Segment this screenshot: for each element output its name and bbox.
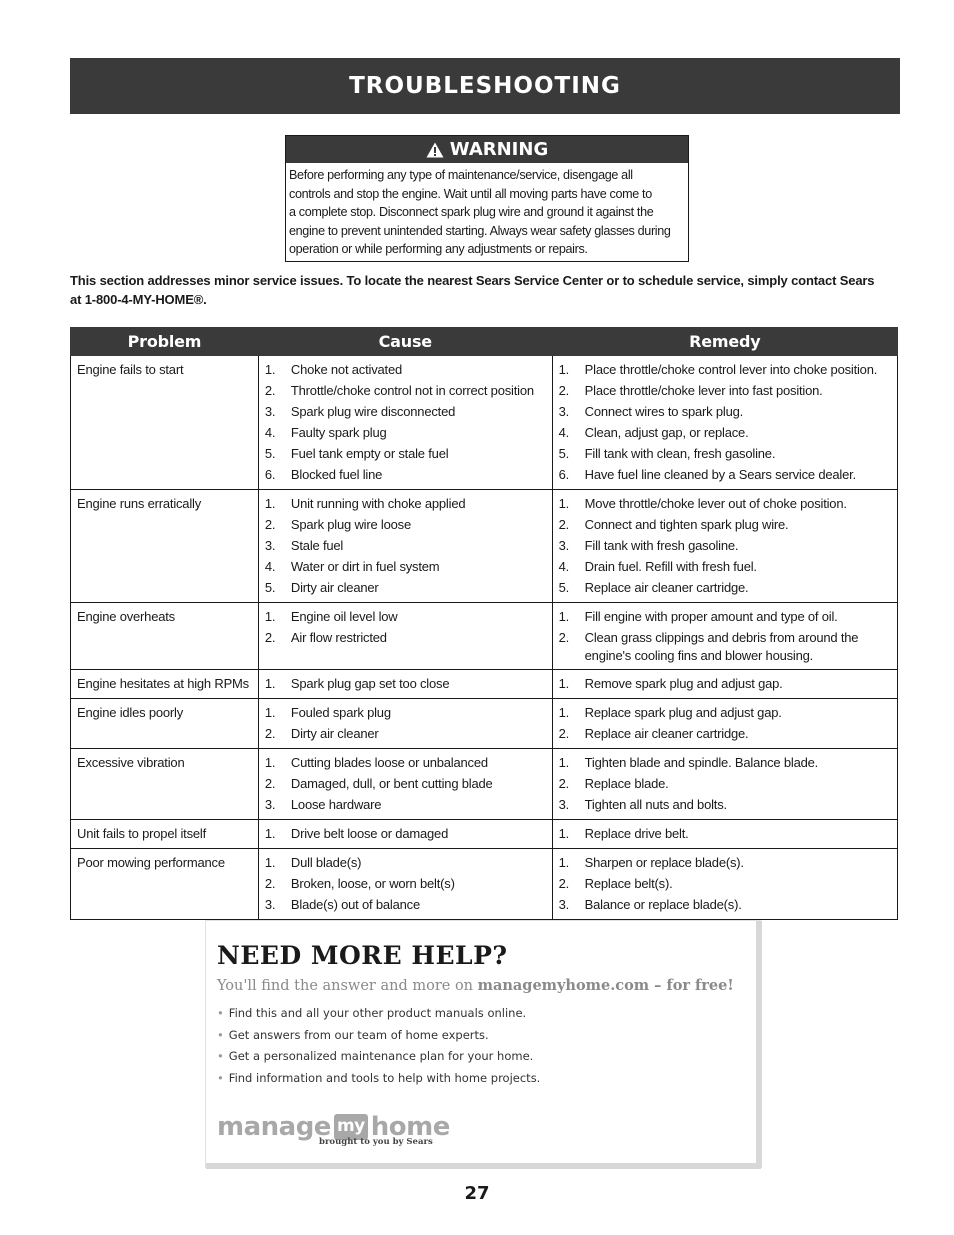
logo-part-my: my bbox=[334, 1114, 368, 1140]
table-row bbox=[71, 670, 898, 699]
table-row bbox=[71, 820, 898, 849]
cause-cell bbox=[258, 749, 552, 820]
remedy-text: Fill tank with clean, fresh gasoline. bbox=[584, 446, 776, 461]
remedy-text: Clean grass clippings and debris from around the engine's cooling fins and blower housing. bbox=[584, 630, 859, 663]
warning-line: engine to prevent unintended starting. Always wear safety glasses during bbox=[289, 223, 671, 238]
remedy-cell bbox=[552, 699, 897, 749]
remedy-text: Replace drive belt. bbox=[584, 826, 689, 841]
problem-cell bbox=[71, 749, 259, 820]
help-subtitle-text: You'll find the answer and more on bbox=[217, 978, 478, 994]
cause-text: Throttle/choke control not in correct position bbox=[290, 383, 534, 398]
cause-text: Drive belt loose or damaged bbox=[290, 826, 449, 841]
cause-text: Blocked fuel line bbox=[290, 467, 383, 482]
remedy-item bbox=[559, 556, 893, 577]
remedy-text: Place throttle/choke lever into fast position. bbox=[584, 383, 823, 398]
remedy-item bbox=[559, 443, 893, 464]
cause-text: Cutting blades loose or unbalanced bbox=[290, 755, 488, 770]
cause-item bbox=[265, 493, 548, 514]
remedy-item bbox=[559, 606, 893, 627]
remedy-text: Drain fuel. Refill with fresh fuel. bbox=[584, 559, 757, 574]
cause-item bbox=[265, 359, 548, 380]
remedy-text: Balance or replace blade(s). bbox=[584, 897, 742, 912]
cause-item bbox=[265, 514, 548, 535]
cause-item bbox=[265, 380, 548, 401]
cause-item bbox=[265, 443, 548, 464]
cause-item bbox=[265, 702, 548, 723]
remedy-text: Fill tank with fresh gasoline. bbox=[584, 538, 739, 553]
remedy-text: Tighten all nuts and bolts. bbox=[584, 797, 727, 812]
cause-text: Dirty air cleaner bbox=[290, 580, 379, 595]
remedy-text: Fill engine with proper amount and type of oil. bbox=[584, 609, 838, 624]
remedy-text: Connect and tighten spark plug wire. bbox=[584, 517, 789, 532]
cause-item bbox=[265, 873, 548, 894]
problem-text: Engine hesitates at high RPMs bbox=[77, 676, 249, 691]
remedy-number: 6. bbox=[558, 467, 570, 482]
list-item: • Find information and tools to help with home projects. bbox=[217, 1068, 540, 1090]
cause-text: Choke not activated bbox=[290, 362, 403, 377]
cause-item bbox=[265, 723, 548, 744]
cause-item bbox=[265, 577, 548, 598]
cause-text: Fouled spark plug bbox=[290, 705, 391, 720]
list-item: • Get answers from our team of home experts. bbox=[217, 1025, 540, 1047]
warning-line: operation or while performing any adjustments or repairs. bbox=[289, 242, 588, 257]
cause-number: 2. bbox=[264, 876, 276, 891]
remedy-number: 4. bbox=[558, 425, 570, 440]
remedy-number: 1. bbox=[558, 609, 570, 624]
remedy-text: Have fuel line cleaned by a Sears service dealer. bbox=[584, 467, 856, 482]
remedy-cell bbox=[552, 603, 897, 670]
problem-cell bbox=[71, 820, 259, 849]
remedy-item bbox=[559, 823, 893, 844]
warning-box bbox=[285, 135, 689, 262]
remedy-text: Replace belt(s). bbox=[584, 876, 673, 891]
problem-cell bbox=[71, 490, 259, 603]
logo-part-manage: manage bbox=[217, 1112, 331, 1142]
cause-text: Spark plug gap set too close bbox=[290, 676, 450, 691]
cause-number: 3. bbox=[264, 538, 276, 553]
help-site-link[interactable]: managemyhome.com – for free! bbox=[477, 977, 734, 994]
remedy-number: 4. bbox=[558, 559, 570, 574]
problem-cell bbox=[71, 849, 259, 920]
remedy-item bbox=[559, 422, 893, 443]
page-title: TROUBLESHOOTING bbox=[349, 73, 621, 99]
remedy-item bbox=[559, 359, 893, 380]
remedy-number: 1. bbox=[558, 496, 570, 511]
cause-item bbox=[265, 752, 548, 773]
cause-number: 2. bbox=[264, 726, 276, 741]
cause-item bbox=[265, 852, 548, 873]
cause-number: 3. bbox=[264, 797, 276, 812]
remedy-cell bbox=[552, 849, 897, 920]
cause-number: 2. bbox=[264, 630, 276, 645]
warning-line: controls and stop the engine. Wait until all moving parts have come to bbox=[289, 186, 652, 201]
remedy-number: 2. bbox=[558, 876, 570, 891]
header-problem: Problem bbox=[71, 328, 259, 356]
problem-text: Engine overheats bbox=[77, 609, 175, 624]
cause-number: 3. bbox=[264, 897, 276, 912]
cause-text: Water or dirt in fuel system bbox=[290, 559, 440, 574]
problem-text: Engine runs erratically bbox=[77, 496, 202, 511]
remedy-text: Replace blade. bbox=[584, 776, 669, 791]
remedy-cell bbox=[552, 749, 897, 820]
remedy-text: Connect wires to spark plug. bbox=[584, 404, 744, 419]
cause-number: 6. bbox=[264, 467, 276, 482]
remedy-number: 2. bbox=[558, 383, 570, 398]
cause-number: 3. bbox=[264, 404, 276, 419]
help-title: NEED MORE HELP? bbox=[217, 941, 508, 970]
intro-paragraph bbox=[70, 271, 900, 309]
cause-number: 2. bbox=[264, 776, 276, 791]
section-banner bbox=[70, 58, 900, 114]
remedy-text: Move throttle/choke lever out of choke position. bbox=[584, 496, 847, 511]
remedy-item bbox=[559, 401, 893, 422]
cause-item bbox=[265, 464, 548, 485]
cause-number: 2. bbox=[264, 517, 276, 532]
cause-item bbox=[265, 606, 548, 627]
problem-text: Unit fails to propel itself bbox=[77, 826, 206, 841]
table-row bbox=[71, 749, 898, 820]
remedy-item bbox=[559, 535, 893, 556]
cause-text: Air flow restricted bbox=[290, 630, 387, 645]
cause-item bbox=[265, 422, 548, 443]
cause-number: 1. bbox=[264, 826, 276, 841]
troubleshooting-table bbox=[70, 327, 898, 920]
cause-item bbox=[265, 673, 548, 694]
problem-cell bbox=[71, 699, 259, 749]
remedy-number: 3. bbox=[558, 538, 570, 553]
cause-number: 1. bbox=[264, 496, 276, 511]
cause-item bbox=[265, 401, 548, 422]
remedy-number: 1. bbox=[558, 362, 570, 377]
remedy-item bbox=[559, 894, 893, 915]
remedy-text: Sharpen or replace blade(s). bbox=[584, 855, 744, 870]
cause-text: Dull blade(s) bbox=[290, 855, 362, 870]
remedy-item bbox=[559, 852, 893, 873]
cause-item bbox=[265, 894, 548, 915]
cause-text: Broken, loose, or worn belt(s) bbox=[290, 876, 455, 891]
cause-text: Stale fuel bbox=[290, 538, 344, 553]
remedy-number: 5. bbox=[558, 580, 570, 595]
cause-text: Loose hardware bbox=[290, 797, 382, 812]
remedy-number: 2. bbox=[558, 630, 570, 645]
remedy-text: Place throttle/choke control lever into choke position. bbox=[584, 362, 878, 377]
remedy-number: 1. bbox=[558, 826, 570, 841]
intro-line: This section addresses minor service issues. To locate the nearest Sears Service Center or to schedule service, simply contact Sears bbox=[70, 273, 875, 288]
cause-text: Damaged, dull, or bent cutting blade bbox=[290, 776, 493, 791]
list-item: • Find this and all your other product manuals online. bbox=[217, 1003, 540, 1025]
cause-cell bbox=[258, 699, 552, 749]
table-header-row bbox=[71, 328, 898, 356]
remedy-item bbox=[559, 673, 893, 694]
logo-part-home: home bbox=[370, 1112, 450, 1142]
remedy-number: 3. bbox=[558, 897, 570, 912]
cause-cell bbox=[258, 490, 552, 603]
remedy-text: Replace air cleaner cartridge. bbox=[584, 726, 749, 741]
warning-line: Before performing any type of maintenance/service, disengage all bbox=[289, 168, 633, 182]
table-row bbox=[71, 603, 898, 670]
cause-text: Unit running with choke applied bbox=[290, 496, 466, 511]
header-remedy: Remedy bbox=[552, 328, 897, 356]
intro-line: at 1-800-4-MY-HOME®. bbox=[70, 292, 207, 307]
cause-cell bbox=[258, 603, 552, 670]
cause-number: 1. bbox=[264, 676, 276, 691]
remedy-text: Replace spark plug and adjust gap. bbox=[584, 705, 782, 720]
remedy-cell bbox=[552, 490, 897, 603]
cause-text: Engine oil level low bbox=[290, 609, 398, 624]
remedy-cell bbox=[552, 820, 897, 849]
cause-number: 5. bbox=[264, 580, 276, 595]
cause-number: 4. bbox=[264, 559, 276, 574]
cause-text: Dirty air cleaner bbox=[290, 726, 379, 741]
remedy-number: 1. bbox=[558, 855, 570, 870]
cause-item bbox=[265, 556, 548, 577]
remedy-item bbox=[559, 794, 893, 815]
cause-text: Faulty spark plug bbox=[290, 425, 387, 440]
cause-cell bbox=[258, 849, 552, 920]
page-number: 27 bbox=[464, 1183, 490, 1204]
remedy-item bbox=[559, 380, 893, 401]
cause-item bbox=[265, 773, 548, 794]
cause-number: 1. bbox=[264, 362, 276, 377]
remedy-number: 2. bbox=[558, 517, 570, 532]
cause-number: 1. bbox=[264, 609, 276, 624]
cause-number: 1. bbox=[264, 855, 276, 870]
cause-number: 1. bbox=[264, 755, 276, 770]
problem-text: Engine fails to start bbox=[77, 362, 184, 377]
table-row bbox=[71, 490, 898, 603]
remedy-text: Replace air cleaner cartridge. bbox=[584, 580, 749, 595]
help-subtitle bbox=[217, 977, 734, 994]
table-row bbox=[71, 849, 898, 920]
warning-title: WARNING bbox=[449, 139, 549, 160]
problem-cell bbox=[71, 670, 259, 699]
warning-triangle-icon bbox=[426, 142, 444, 158]
problem-cell bbox=[71, 356, 259, 490]
cause-item bbox=[265, 794, 548, 815]
cause-cell bbox=[258, 356, 552, 490]
cause-number: 4. bbox=[264, 425, 276, 440]
remedy-item bbox=[559, 773, 893, 794]
problem-text: Engine idles poorly bbox=[77, 705, 184, 720]
warning-line: a complete stop. Disconnect spark plug wire and ground it against the bbox=[289, 205, 654, 220]
remedy-number: 2. bbox=[558, 776, 570, 791]
remedy-number: 5. bbox=[558, 446, 570, 461]
problem-text: Poor mowing performance bbox=[77, 855, 225, 870]
remedy-item bbox=[559, 493, 893, 514]
remedy-item bbox=[559, 627, 893, 665]
help-bullet-list bbox=[217, 1003, 540, 1089]
remedy-cell bbox=[552, 670, 897, 699]
remedy-item bbox=[559, 702, 893, 723]
cause-text: Fuel tank empty or stale fuel bbox=[290, 446, 449, 461]
cause-number: 2. bbox=[264, 383, 276, 398]
remedy-text: Remove spark plug and adjust gap. bbox=[584, 676, 783, 691]
remedy-item bbox=[559, 514, 893, 535]
remedy-number: 1. bbox=[558, 676, 570, 691]
problem-cell bbox=[71, 603, 259, 670]
remedy-number: 2. bbox=[558, 726, 570, 741]
remedy-cell bbox=[552, 356, 897, 490]
remedy-number: 3. bbox=[558, 797, 570, 812]
remedy-number: 1. bbox=[558, 705, 570, 720]
cause-cell bbox=[258, 820, 552, 849]
cause-item bbox=[265, 627, 548, 648]
warning-header bbox=[286, 136, 688, 163]
remedy-item bbox=[559, 873, 893, 894]
cause-item bbox=[265, 823, 548, 844]
header-cause: Cause bbox=[258, 328, 552, 356]
table-row bbox=[71, 699, 898, 749]
warning-text bbox=[286, 163, 688, 259]
cause-text: Blade(s) out of balance bbox=[290, 897, 421, 912]
cause-text: Spark plug wire loose bbox=[290, 517, 411, 532]
remedy-text: Tighten blade and spindle. Balance blade. bbox=[584, 755, 819, 770]
remedy-number: 3. bbox=[558, 404, 570, 419]
problem-text: Excessive vibration bbox=[77, 755, 185, 770]
cause-number: 5. bbox=[264, 446, 276, 461]
cause-number: 1. bbox=[264, 705, 276, 720]
remedy-number: 1. bbox=[558, 755, 570, 770]
remedy-item bbox=[559, 723, 893, 744]
cause-text: Spark plug wire disconnected bbox=[290, 404, 456, 419]
logo-byline: brought to you by Sears bbox=[319, 1137, 433, 1147]
cause-cell bbox=[258, 670, 552, 699]
remedy-item bbox=[559, 577, 893, 598]
cause-item bbox=[265, 535, 548, 556]
remedy-item bbox=[559, 464, 893, 485]
remedy-text: Clean, adjust gap, or replace. bbox=[584, 425, 749, 440]
list-item: • Get a personalized maintenance plan for your home. bbox=[217, 1046, 540, 1068]
need-more-help-box bbox=[205, 920, 761, 1168]
table-row bbox=[71, 356, 898, 490]
remedy-item bbox=[559, 752, 893, 773]
